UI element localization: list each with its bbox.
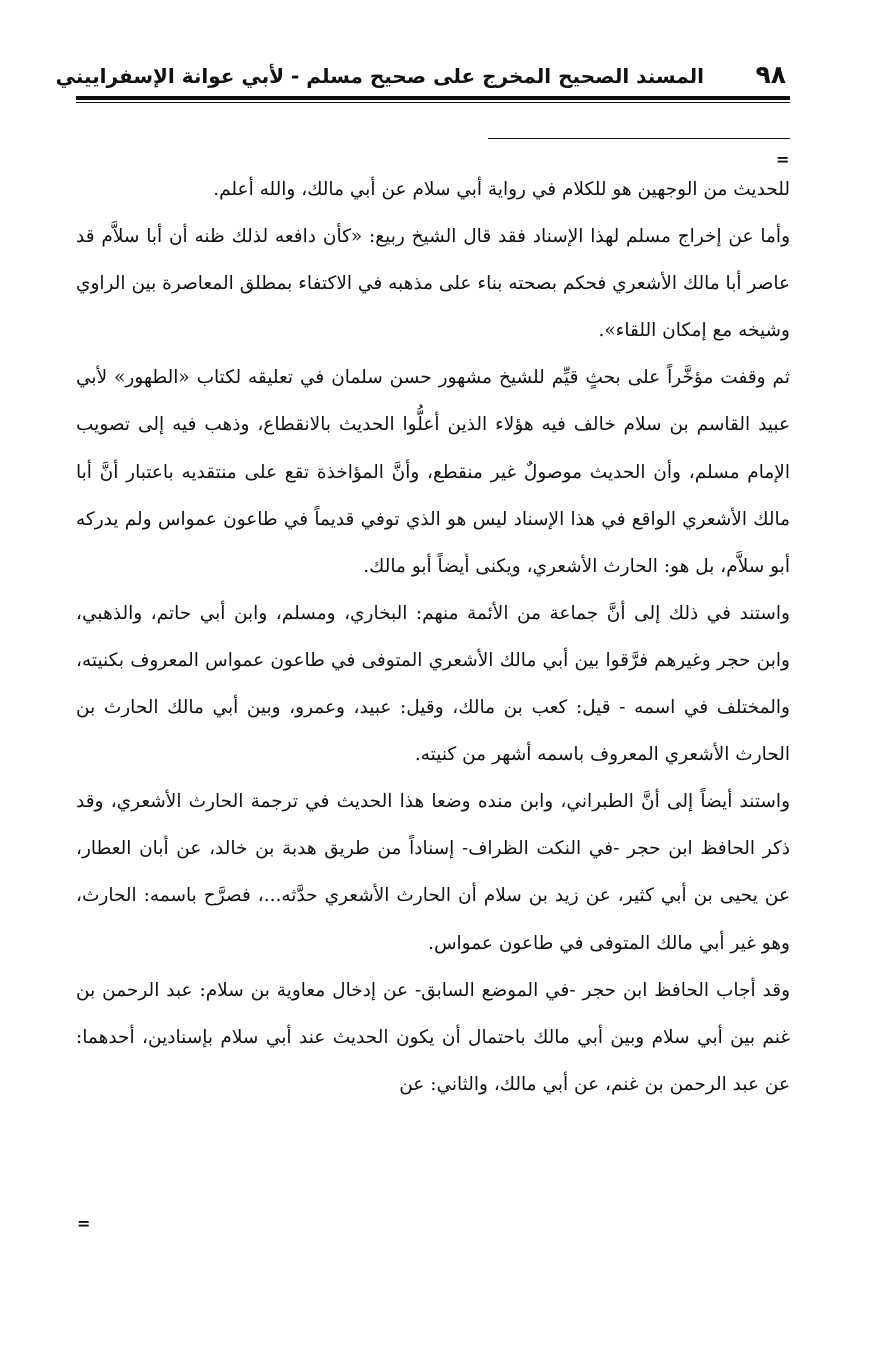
paragraph-5: واستند أيضاً إلى أنَّ الطبراني، وابن منده وضعا هذا الحديث في ترجمة الحارث الأشعري، وقد ذكر الحافظ ابن حجر -في النكت الظراف- إسناداً من طريق هدبة بن خالد، عن أبان العطار، عن يحيى بن أبي كثير، عن زيد بن سلام أن الحارث الأشعري حدَّثه...، فصرَّح باسمه: الحارث، وهو غير أبي مالك المتوفى في طاعون عمواس. (76, 791, 790, 954)
paragraph-4: واستند في ذلك إلى أنَّ جماعة من الأئمة منهم: البخاري، ومسلم، وابن أبي حاتم، والذهبي، وابن حجر وغيرهم فرَّقوا بين أبي مالك الأشعري المتوفى في طاعون عمواس المعروف بكنيته، والمختلف في اسمه - قيل: كعب بن مالك، وقيل: عبيد، وعمرو، وبين أبي مالك الحارث بن الحارث الأشعري المعروف باسمه أشهر من كنيته. (76, 602, 790, 766)
paragraph-1: للحديث من الوجهين هو للكلام في رواية أبي سلام عن أبي مالك، والله أعلم. (213, 179, 790, 200)
footnote-separator (488, 138, 790, 139)
continuation-mark-bottom: = (77, 1214, 91, 1233)
continuation-mark-top: = (776, 150, 790, 169)
page-number: ٩٨ (755, 60, 786, 89)
running-title: المسند الصحيح المخرج على صحيح مسلم - لأبي عوانة الإسفراييني (55, 64, 704, 88)
paragraph-3: ثم وقفت مؤخَّراً على بحثٍ قيِّم للشيخ مشهور حسن سلمان في تعليقه لكتاب «الطهور» لأبي عبيد القاسم بن سلام خالف فيه هؤلاء الذين أعلُّوا الحديث بالانقطاع، وذهب فيه إلى تصويب الإمام مسلم، وأن الحديث موصولٌ غير منقطع، وأنَّ المؤاخذة تقع على منتقديه باعتبار أنَّ أبا مالك الأشعري الواقع في هذا الإسناد ليس هو الذي توفي قديماً في طاعون عمواس ولم يدركه أبو سلاَّم، بل هو: الحارث الأشعري، ويكنى أيضاً أبو مالك. (76, 367, 790, 577)
paragraph-2: وأما عن إخراج مسلم لهذا الإسناد فقد قال الشيخ ربيع: «كأن دافعه لذلك ظنه أن أبا سلاَّم قد عاصر أبا مالك الأشعري فحكم بصحته بناء على مذهبه في الاكتفاء بمطلق المعاصرة بين الراوي وشيخه مع إمكان اللقاء». (76, 226, 790, 342)
footnote-body (76, 166, 790, 1108)
header-rule-thick (76, 96, 790, 100)
header-rule-thin (76, 102, 790, 103)
page-header (55, 58, 790, 96)
paragraph-6: وقد أجاب الحافظ ابن حجر -في الموضع السابق- عن إدخال معاوية بن سلام: عبد الرحمن بن غنم بين أبي سلام وبين أبي مالك باحتمال أن يكون الحديث عند أبي سلام بإسنادين، أحدهما: عن عبد الرحمن بن غنم، عن أبي مالك، والثاني: عن (76, 979, 790, 1095)
